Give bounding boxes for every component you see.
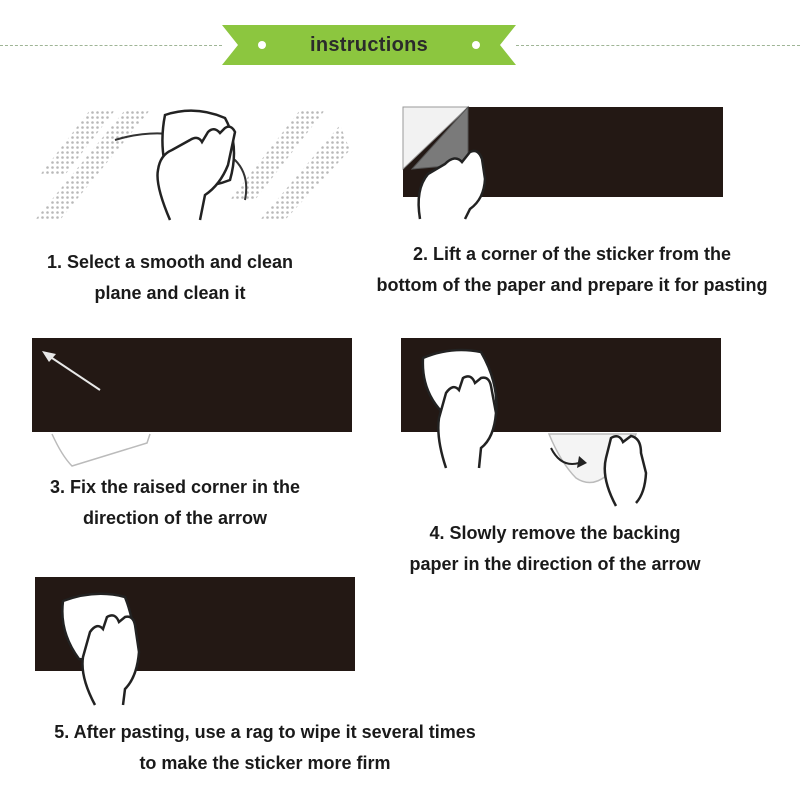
step1-line2: plane and clean it — [94, 283, 246, 303]
step1-illustration — [30, 100, 360, 230]
step5-line2: to make the sticker more firm — [139, 753, 391, 773]
step5-line1: 5. After pasting, use a rag to wipe it several times — [54, 722, 476, 742]
step2-text — [352, 239, 792, 301]
step3-illustration — [32, 338, 192, 468]
header-divider-right — [516, 45, 800, 46]
hand-icon-right — [605, 436, 646, 506]
step1-text — [10, 247, 330, 309]
header-divider-left — [0, 45, 222, 46]
step3-text — [10, 472, 340, 534]
hand-icon — [83, 615, 140, 705]
step2-line2: bottom of the paper and prepare it for pasting — [376, 275, 768, 295]
arrow-icon — [46, 354, 100, 390]
step5-text — [10, 717, 520, 779]
step2-illustration — [400, 104, 500, 224]
step4-illustration — [401, 338, 661, 513]
step1-line1: 1. Select a smooth and clean — [46, 252, 294, 272]
step3-line2: direction of the arrow — [82, 508, 268, 528]
header-ribbon — [222, 25, 516, 65]
backing-paper-edge — [52, 434, 150, 466]
step5-illustration — [35, 577, 175, 707]
step4-line2: paper in the direction of the arrow — [409, 554, 701, 574]
step3-line1: 3. Fix the raised corner in the — [49, 477, 301, 497]
hand-icon — [438, 376, 496, 468]
step2-line1: 2. Lift a corner of the sticker from the — [412, 244, 732, 264]
step4-line1: 4. Slowly remove the backing — [429, 523, 681, 543]
page-title: instructions — [309, 34, 429, 56]
step4-text — [380, 518, 730, 580]
